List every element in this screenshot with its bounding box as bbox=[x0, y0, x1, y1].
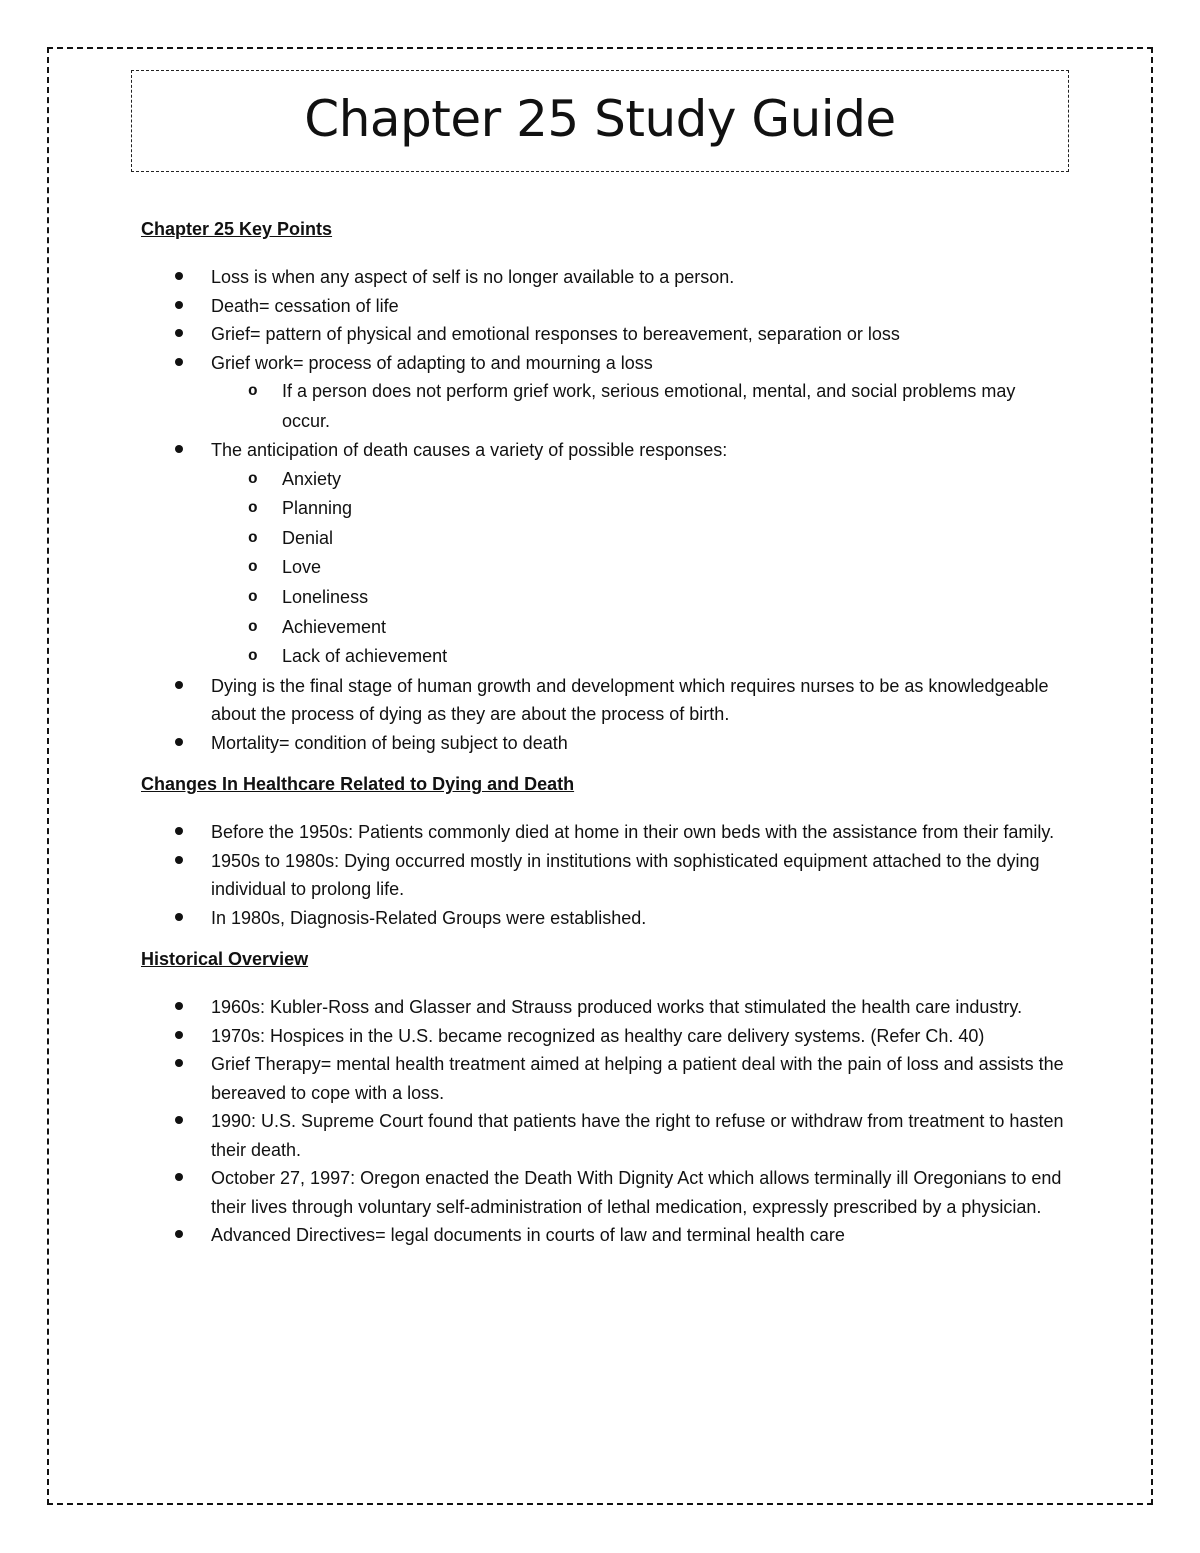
sub-list-item-text: Love bbox=[282, 557, 322, 578]
circle-bullet-icon: o bbox=[248, 528, 258, 547]
bullet-icon bbox=[175, 272, 183, 280]
list-item-text: Before the 1950s: Patients commonly died at home in their own beds with the assistance from their family. bbox=[211, 822, 1055, 843]
bullet-icon bbox=[175, 738, 183, 746]
section-heading-historical-overview: Historical Overview bbox=[141, 949, 309, 970]
bullet-icon bbox=[175, 301, 183, 309]
bullet-icon bbox=[175, 1059, 183, 1067]
healthcare-changes-list bbox=[141, 818, 1066, 932]
sub-list-item bbox=[211, 642, 1066, 672]
list-item-text: Death= cessation of life bbox=[211, 295, 399, 316]
list-item bbox=[141, 263, 1066, 292]
list-item bbox=[141, 1022, 1066, 1051]
list-item-text: Grief= pattern of physical and emotional responses to bereavement, separation or loss bbox=[211, 324, 900, 344]
sub-list-item-text: If a person does not perform grief work, serious emotional, mental, and social problems may occur. bbox=[282, 381, 1016, 431]
list-item bbox=[141, 1107, 1066, 1164]
bullet-icon bbox=[175, 329, 183, 337]
list-item bbox=[141, 847, 1066, 904]
list-item-text: Advanced Directives= legal documents in courts of law and terminal health care bbox=[211, 1225, 845, 1246]
sub-list-item-text: Planning bbox=[282, 498, 353, 519]
list-item bbox=[141, 672, 1066, 729]
circle-bullet-icon: o bbox=[248, 617, 258, 636]
list-item-text: 1960s: Kubler-Ross and Glasser and Strauss produced works that stimulated the health care industry. bbox=[211, 997, 1023, 1018]
list-item bbox=[141, 729, 1066, 758]
list-item-text: In 1980s, Diagnosis-Related Groups were established. bbox=[211, 907, 647, 928]
bullet-icon bbox=[175, 681, 183, 689]
list-item-text: The anticipation of death causes a variety of possible responses: bbox=[211, 440, 728, 461]
circle-bullet-icon: o bbox=[248, 647, 258, 666]
list-item bbox=[141, 1050, 1066, 1107]
list-item bbox=[141, 993, 1066, 1022]
document-body bbox=[141, 215, 1066, 1263]
list-item-text: Mortality= condition of being subject to death bbox=[211, 732, 568, 753]
sub-list-item bbox=[211, 613, 1066, 643]
key-points-list bbox=[141, 263, 1066, 757]
bullet-icon bbox=[175, 1173, 183, 1181]
list-item bbox=[141, 320, 1066, 349]
sub-list bbox=[211, 465, 1066, 672]
list-item bbox=[141, 349, 1066, 437]
circle-bullet-icon: o bbox=[248, 382, 258, 400]
list-item bbox=[141, 904, 1066, 933]
sub-list-item bbox=[211, 553, 1066, 583]
list-item-text: October 27, 1997: Oregon enacted the Death With Dignity Act which allows terminally ill Oregonians to end their lives through voluntary self-administration of lethal medication, expressly prescribed by a physician. bbox=[211, 1168, 1062, 1217]
bullet-icon bbox=[175, 1230, 183, 1238]
sub-list-item bbox=[211, 465, 1066, 495]
list-item-text: Loss is when any aspect of self is no longer available to a person. bbox=[211, 267, 735, 287]
sub-list bbox=[211, 377, 1066, 436]
circle-bullet-icon: o bbox=[248, 558, 258, 577]
list-item-text: 1970s: Hospices in the U.S. became recognized as healthy care delivery systems. (Refer Ch. 40) bbox=[211, 1025, 985, 1046]
sub-list-item-text: Loneliness bbox=[282, 587, 369, 608]
bullet-icon bbox=[175, 827, 183, 835]
title-box bbox=[131, 70, 1069, 172]
sub-list-item bbox=[211, 377, 1066, 436]
sub-list-item-text: Lack of achievement bbox=[282, 646, 448, 667]
circle-bullet-icon: o bbox=[248, 469, 258, 488]
bullet-icon bbox=[175, 1002, 183, 1010]
sub-list-item bbox=[211, 583, 1066, 613]
list-item bbox=[141, 818, 1066, 847]
list-item-text: 1950s to 1980s: Dying occurred mostly in institutions with sophisticated equipment attached to the dying individual to prolong life. bbox=[211, 850, 1040, 900]
sub-list-item-text: Denial bbox=[282, 527, 334, 548]
list-item bbox=[141, 1164, 1066, 1221]
list-item-text: Grief work= process of adapting to and mourning a loss bbox=[211, 352, 653, 373]
historical-overview-list bbox=[141, 993, 1066, 1250]
list-item-text: Dying is the final stage of human growth and development which requires nurses to be as knowledgeable about the process of dying as they are about the process of birth. bbox=[211, 675, 1049, 725]
sub-list-item-text: Anxiety bbox=[282, 468, 342, 489]
sub-list-item bbox=[211, 524, 1066, 554]
bullet-icon bbox=[175, 856, 183, 864]
circle-bullet-icon: o bbox=[248, 588, 258, 607]
bullet-icon bbox=[175, 445, 183, 453]
page-title: Chapter 25 Study Guide bbox=[304, 90, 896, 148]
list-item-text: Grief Therapy= mental health treatment aimed at helping a patient deal with the pain of loss and assists the bereaved to cope with a loss. bbox=[211, 1054, 1064, 1103]
sub-list-item-text: Achievement bbox=[282, 616, 387, 637]
bullet-icon bbox=[175, 358, 183, 366]
list-item bbox=[141, 1221, 1066, 1250]
list-item bbox=[141, 292, 1066, 321]
section-heading-key-points: Chapter 25 Key Points bbox=[141, 219, 333, 239]
sub-list-item bbox=[211, 494, 1066, 524]
bullet-icon bbox=[175, 913, 183, 921]
section-heading-healthcare-changes: Changes In Healthcare Related to Dying and Death bbox=[141, 774, 575, 795]
bullet-icon bbox=[175, 1031, 183, 1039]
list-item bbox=[141, 436, 1066, 672]
list-item-text: 1990: U.S. Supreme Court found that patients have the right to refuse or withdraw from treatment to hasten their death. bbox=[211, 1111, 1064, 1160]
circle-bullet-icon: o bbox=[248, 499, 258, 518]
bullet-icon bbox=[175, 1116, 183, 1124]
